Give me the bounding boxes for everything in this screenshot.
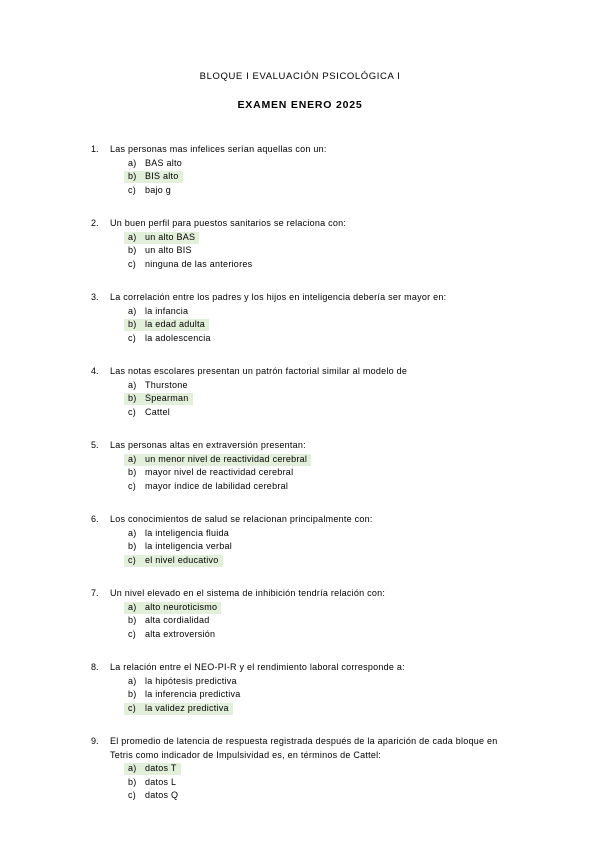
- option-text: la validez predictiva: [145, 702, 229, 713]
- answer-option: [0, 789, 600, 803]
- question-9: [0, 735, 600, 803]
- question-text: Los conocimientos de salud se relacionan principalmente con:: [110, 514, 373, 524]
- option-text: la infancia: [145, 305, 189, 316]
- option-letter: a): [128, 601, 137, 612]
- option-letter: b): [128, 689, 137, 699]
- option-text: el nivel educativo: [145, 554, 219, 565]
- question-text: La relación entre el NEO-PI-R y el rendimiento laboral corresponde a:: [110, 662, 405, 672]
- option-letter: c): [128, 628, 136, 639]
- question-text: Un nivel elevado en el sistema de inhibición tendría relación con:: [110, 588, 386, 598]
- answer-option: [0, 628, 600, 642]
- question-1: [0, 143, 600, 197]
- option-text: bajo g: [145, 184, 172, 195]
- question-number: 8.: [91, 662, 99, 672]
- question-list: [0, 143, 600, 803]
- question-number: 5.: [91, 440, 99, 450]
- question-text: El promedio de latencia de respuesta registrada después de la aparición de cada bloque en Tetris como indicador de Impulsividad es, en términos de Cattel:: [110, 736, 498, 760]
- option-text: alta cordialidad: [145, 615, 210, 625]
- option-text: alta extroversión: [145, 628, 216, 639]
- option-letter: a): [128, 305, 137, 316]
- answer-option-correct: [0, 231, 600, 245]
- option-letter: b): [128, 393, 137, 403]
- option-letter: b): [128, 541, 137, 551]
- question-text: Un buen perfil para puestos sanitarios se relaciona con:: [110, 218, 347, 228]
- option-letter: c): [128, 406, 136, 417]
- exam-title: EXAMEN ENERO 2025: [237, 99, 363, 111]
- option-text: mayor índice de labilidad cerebral: [145, 480, 289, 491]
- option-letter: c): [128, 258, 136, 269]
- answer-option: [0, 540, 600, 554]
- option-text: un alto BIS: [145, 245, 192, 255]
- option-letter: a): [128, 157, 137, 168]
- option-text: un menor nivel de reactividad cerebral: [145, 453, 308, 464]
- answer-option: [0, 305, 600, 319]
- answer-option-correct: [0, 554, 600, 568]
- question-5: [0, 439, 600, 493]
- answer-option: [0, 406, 600, 420]
- option-letter: a): [128, 675, 137, 686]
- question-text: Las personas altas en extraversión presentan:: [110, 440, 306, 450]
- option-letter: a): [128, 527, 137, 538]
- option-text: Spearman: [145, 393, 189, 403]
- question-7: [0, 587, 600, 641]
- option-letter: c): [128, 332, 136, 343]
- question-6: [0, 513, 600, 567]
- question-number: 7.: [91, 588, 99, 598]
- question-number: 1.: [91, 144, 99, 154]
- answer-option-correct: [0, 601, 600, 615]
- option-text: un alto BAS: [145, 231, 196, 242]
- option-text: datos L: [145, 776, 177, 787]
- option-text: mayor nivel de reactividad cerebral: [145, 467, 294, 477]
- question-3: [0, 291, 600, 345]
- answer-option-correct: [0, 392, 600, 406]
- option-letter: a): [128, 231, 137, 242]
- option-text: alto neuroticismo: [145, 601, 218, 612]
- option-letter: b): [128, 171, 137, 181]
- option-letter: c): [128, 480, 136, 491]
- question-number: 3.: [91, 292, 99, 302]
- option-letter: a): [128, 379, 137, 390]
- answer-option: [0, 379, 600, 393]
- answer-option-correct: [0, 170, 600, 184]
- option-text: la edad adulta: [145, 319, 206, 329]
- option-letter: b): [128, 245, 137, 255]
- option-letter: a): [128, 453, 137, 464]
- question-text: Las notas escolares presentan un patrón factorial similar al modelo de: [110, 366, 408, 376]
- answer-option: [0, 184, 600, 198]
- option-text: la inferencia predictiva: [145, 689, 241, 699]
- option-text: la inteligencia verbal: [145, 541, 233, 551]
- option-letter: b): [128, 467, 137, 477]
- option-text: la adolescencia: [145, 332, 211, 343]
- option-letter: c): [128, 554, 136, 565]
- question-text: La correlación entre los padres y los hijos en inteligencia debería ser mayor en:: [110, 292, 447, 302]
- option-text: ninguna de las anteriores: [145, 258, 253, 269]
- answer-option: [0, 688, 600, 702]
- option-text: datos Q: [145, 790, 179, 800]
- answer-option: [0, 244, 600, 258]
- option-text: BIS alto: [145, 171, 179, 181]
- question-number: 6.: [91, 514, 99, 524]
- answer-option: [0, 614, 600, 628]
- option-text: Cattel: [145, 406, 171, 417]
- question-number: 9.: [91, 736, 99, 746]
- question-text: Las personas mas infelices serían aquellas con un:: [110, 144, 327, 154]
- subject-heading: BLOQUE I EVALUACIÓN PSICOLÓGICA I: [199, 71, 401, 82]
- answer-option-correct: [0, 453, 600, 467]
- option-letter: a): [128, 763, 137, 773]
- answer-option: [0, 258, 600, 272]
- answer-option: [0, 675, 600, 689]
- option-letter: b): [128, 319, 137, 329]
- option-letter: c): [128, 184, 136, 195]
- option-text: BAS alto: [145, 157, 183, 168]
- option-letter: c): [128, 790, 136, 800]
- answer-option: [0, 332, 600, 346]
- answer-option: [0, 466, 600, 480]
- question-number: 4.: [91, 366, 99, 376]
- option-text: la inteligencia fluida: [145, 527, 230, 538]
- answer-option-correct: [0, 318, 600, 332]
- answer-option-correct: [0, 702, 600, 716]
- option-letter: b): [128, 776, 137, 787]
- question-4: [0, 365, 600, 419]
- answer-option: [0, 776, 600, 790]
- question-8: [0, 661, 600, 715]
- option-text: datos T: [145, 763, 177, 773]
- option-letter: b): [128, 615, 137, 625]
- answer-option-correct: [0, 762, 600, 776]
- answer-option: [0, 480, 600, 494]
- question-2: [0, 217, 600, 271]
- question-number: 2.: [91, 218, 99, 228]
- answer-option: [0, 527, 600, 541]
- answer-option: [0, 157, 600, 171]
- option-letter: c): [128, 702, 136, 713]
- option-text: la hipótesis predictiva: [145, 675, 237, 686]
- option-text: Thurstone: [145, 379, 188, 390]
